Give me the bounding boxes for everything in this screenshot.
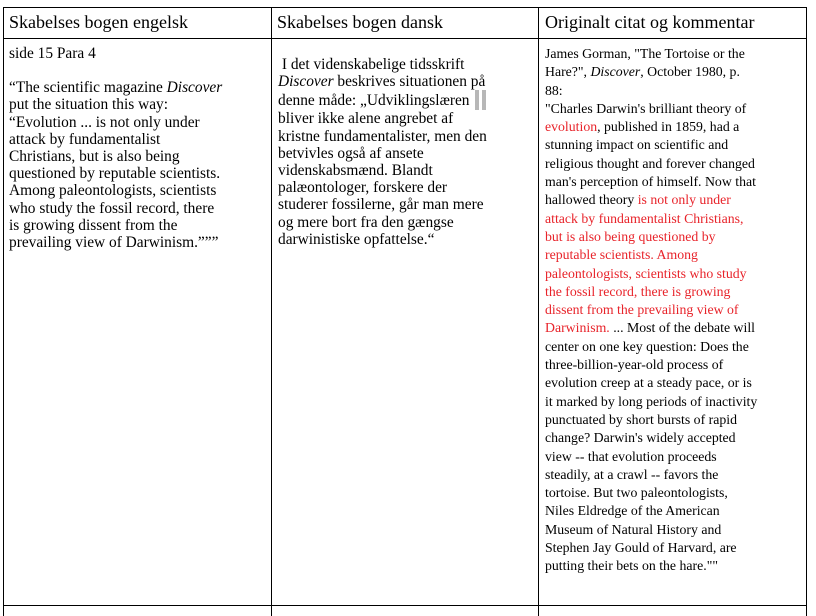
quote-line: steadily, at a crawl -- favors the (545, 466, 719, 482)
highlighted-text: attack by fundamentalist Christians, (545, 210, 744, 226)
table-border-right (806, 7, 807, 616)
quote-line: betvivles også af ansete (278, 144, 424, 162)
quote-line: "Charles Darwin's brilliant theory of (545, 100, 747, 116)
quote-line: evolution, published in 1859, had a (545, 119, 740, 135)
quote-line: putting their bets on the hare."" (545, 558, 718, 574)
danish-quote-cell (278, 56, 534, 248)
table-border-top (3, 7, 806, 8)
highlighted-text: is not only under (637, 192, 731, 208)
highlighted-text: dissent from the prevailing view of (545, 302, 739, 318)
quote-line: Among paleontologists, scientists (9, 182, 217, 200)
quote-line: denne måde: „Udviklingslæren (278, 90, 534, 110)
quote-line: darwinistiske opfattelse.“ (278, 230, 435, 248)
quote-line: center on one key question: Does the (545, 338, 749, 354)
quote-line: Darwinism. ... Most of the debate will (545, 320, 755, 336)
quote-line: bliver ikke alene angrebet af (278, 110, 454, 128)
quote-line: religious thought and forever changed (545, 155, 755, 171)
header-divider (3, 38, 806, 39)
quote-line: prevailing view of Darwinism.””” (9, 234, 219, 252)
quote-line: view -- that evolution proceeds (545, 448, 717, 464)
highlighted-text: reputable scientists. Among (545, 247, 698, 263)
quote-line: stunning impact on scientific and (545, 137, 729, 153)
quote-line: it marked by long periods of inactivity (545, 393, 758, 409)
quote-line: man's perception of himself. Now that (545, 174, 756, 190)
source-citation: 88: (545, 82, 563, 98)
quote-line: put the situation this way: (9, 96, 169, 114)
quote-line: kristne fundamentalister, men den (278, 127, 487, 145)
highlighted-text: evolution (545, 119, 598, 135)
quote-line: “Evolution ... is not only under (9, 113, 200, 131)
header-danish: Skabelses bogen dansk (277, 12, 443, 32)
highlighted-text: paleontologists, scientists who study (545, 265, 747, 281)
quote-line: attack by fundamentalist (9, 130, 161, 148)
quote-line: studerer fossilerne, går man mere (278, 196, 484, 214)
quote-line: Museum of Natural History and (545, 521, 722, 537)
quote-line: questioned by reputable scientists. (9, 165, 221, 183)
highlighted-text: the fossil record, there is growing (545, 283, 731, 299)
header-english: Skabelses bogen engelsk (9, 12, 188, 32)
quote-line: Christians, but is also being (9, 148, 180, 166)
quote-line: Discover beskrives situationen på (278, 73, 486, 91)
quote-line: evolution creep at a steady pace, or is (545, 375, 752, 391)
source-citation: James Gorman, "The Tortoise or the (545, 46, 745, 61)
quote-line: “The scientific magazine Discover (9, 79, 223, 97)
quote-line: three-billion-year-old process of (545, 357, 724, 373)
quote-line: Niles Eldredge of the American (545, 503, 720, 519)
english-quote-cell (9, 45, 267, 251)
quote-line: is growing dissent from the (9, 216, 178, 234)
quote-line: Stephen Jay Gould of Harvard, are (545, 540, 737, 556)
text-cursor-icon (473, 90, 491, 110)
row-divider (3, 605, 806, 606)
quote-line: who study the fossil record, there (9, 199, 215, 217)
column-divider-2 (538, 7, 539, 616)
quote-line: tortoise. But two paleontologists, (545, 485, 728, 501)
column-divider-1 (271, 7, 272, 616)
quote-line: videnskabsmænd. Blandt (278, 162, 433, 180)
quote-line: punctuated by short bursts of rapid (545, 411, 737, 427)
quote-line: I det videnskabelige tidsskrift (281, 56, 465, 73)
quote-line: og mere bort fra den gængse (278, 213, 454, 231)
original-quote-cell (545, 45, 803, 576)
source-citation: Hare?", Discover, October 1980, p. (545, 64, 740, 80)
highlighted-text: but is also being questioned by (545, 228, 716, 244)
highlighted-text: Darwinism. (545, 320, 610, 336)
header-original-quote: Originalt citat og kommentar (545, 12, 755, 32)
quote-line: palæontologer, forskere der (278, 179, 448, 197)
table-border-left (3, 7, 4, 616)
quote-line: change? Darwin's widely accepted (545, 430, 736, 446)
quote-line: hallowed theory is not only under (545, 192, 731, 208)
page-reference: side 15 Para 4 (9, 45, 96, 62)
